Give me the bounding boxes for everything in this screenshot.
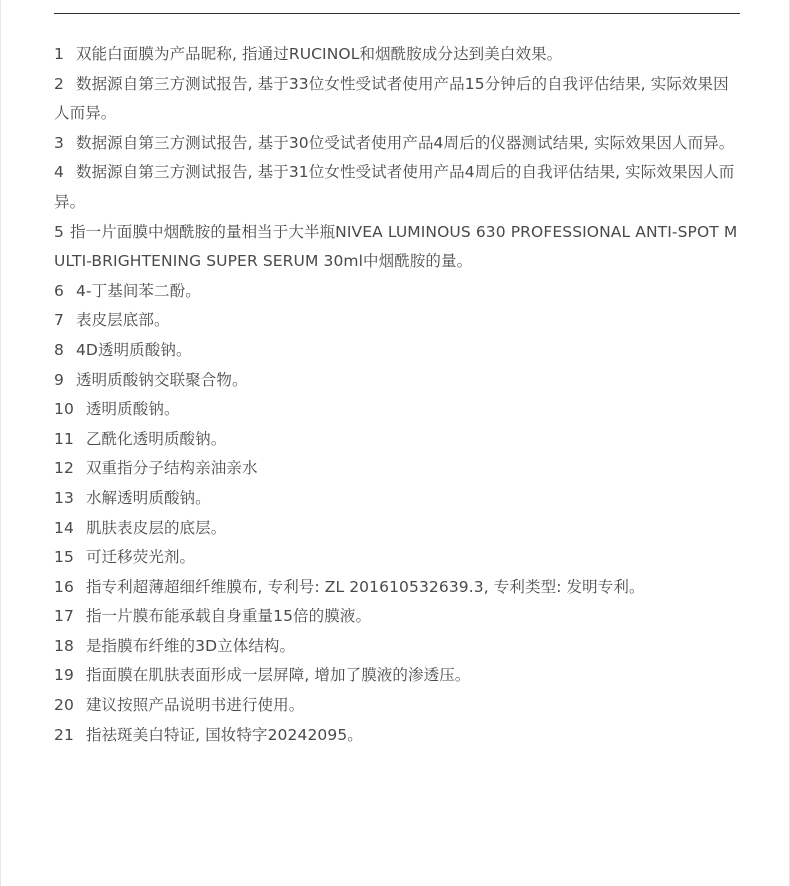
footnote-item xyxy=(54,129,742,159)
footnote-number: 21 xyxy=(54,725,74,744)
footnote-number: 16 xyxy=(54,577,74,596)
footnote-number: 18 xyxy=(54,636,74,655)
footnote-number: 3 xyxy=(54,133,64,152)
footnote-item xyxy=(54,70,742,129)
footnote-text: 双能白面膜为产品昵称, 指通过RUCINOL和烟酰胺成分达到美白效果。 xyxy=(75,45,563,63)
footnote-text: 透明质酸钠。 xyxy=(85,400,180,419)
footnote-number: 9 xyxy=(54,370,64,389)
footnote-text: 透明质酸钠交联聚合物。 xyxy=(75,370,248,389)
footnote-number: 10 xyxy=(54,400,74,419)
footnote-number: 5 xyxy=(54,222,64,241)
footnote-item xyxy=(54,395,742,425)
footnote-text: 数据源自第三方测试报告, 基于31位女性受试者使用产品4周后的自我评估结果, 实际效果因人而异。 xyxy=(54,163,735,211)
footnote-item xyxy=(54,336,742,366)
footnote-number: 4 xyxy=(54,163,64,182)
footnote-item xyxy=(54,721,742,751)
footnote-item xyxy=(54,40,742,70)
footnote-item xyxy=(54,366,742,396)
footnote-text: 是指膜布纤维的3D立体结构。 xyxy=(85,636,296,655)
footnote-item xyxy=(54,306,742,336)
footnote-text: 乙酰化透明质酸钠。 xyxy=(85,429,227,448)
footnote-number: 11 xyxy=(54,429,74,448)
footnote-item xyxy=(54,277,742,307)
footnote-text: 双重指分子结构亲油亲水 xyxy=(85,459,258,478)
footnote-text: 指专利超薄超细纤维膜布, 专利号: ZL 201610532639.3, 专利类型: 发明专利。 xyxy=(85,577,645,596)
footnote-item xyxy=(54,158,742,217)
footnote-text: 数据源自第三方测试报告, 基于33位女性受试者使用产品15分钟后的自我评估结果, 实际效果因人而异。 xyxy=(54,74,729,123)
footnote-number: 20 xyxy=(54,696,74,715)
footnote-number: 2 xyxy=(54,74,64,93)
footnote-number: 14 xyxy=(54,518,74,537)
footnote-item xyxy=(54,691,742,721)
footnote-item xyxy=(54,602,742,632)
footnote-list xyxy=(54,40,742,750)
footnote-number: 8 xyxy=(54,340,64,359)
footnote-number: 1 xyxy=(54,45,64,63)
footnote-number: 7 xyxy=(54,311,64,330)
footnote-text: 指面膜在肌肤表面形成一层屏障, 增加了膜液的渗透压。 xyxy=(85,666,471,685)
footnote-number: 6 xyxy=(54,281,64,300)
footnote-text: 肌肤表皮层的底层。 xyxy=(85,518,227,537)
top-divider xyxy=(54,13,740,14)
footnote-item xyxy=(54,218,742,277)
footnote-item xyxy=(54,454,742,484)
footnote-text: 数据源自第三方测试报告, 基于30位受试者使用产品4周后的仪器测试结果, 实际效果因人而异。 xyxy=(75,133,735,152)
footnote-text: 建议按照产品说明书进行使用。 xyxy=(85,696,305,715)
footnote-text: 指祛斑美白特证, 国妆特字20242095。 xyxy=(85,725,363,744)
footnote-number: 17 xyxy=(54,607,74,626)
footnote-number: 13 xyxy=(54,488,74,507)
footnote-item xyxy=(54,661,742,691)
footnote-item xyxy=(54,543,742,573)
footnote-number: 15 xyxy=(54,548,74,567)
footnote-text: 4-丁基间苯二酚。 xyxy=(75,281,201,300)
footnote-text: 可迁移荧光剂。 xyxy=(85,548,196,567)
footnote-text: 指一片面膜中烟酰胺的量相当于大半瓶NIVEA LUMINOUS 630 PROFESSIONAL ANTI-SPOT MULTI-BRIGHTENING SUPER SERUM 30ml中烟酰胺的量。 xyxy=(54,222,738,271)
footnote-text: 水解透明质酸钠。 xyxy=(85,488,211,507)
footnote-text: 表皮层底部。 xyxy=(75,311,170,330)
footnote-text: 4D透明质酸钠。 xyxy=(75,340,192,359)
footnote-item xyxy=(54,632,742,662)
footnote-number: 12 xyxy=(54,459,74,478)
footnote-number: 19 xyxy=(54,666,74,685)
footnote-item xyxy=(54,484,742,514)
footnote-item xyxy=(54,425,742,455)
footnote-text: 指一片膜布能承载自身重量15倍的膜液。 xyxy=(85,607,372,626)
footnote-item xyxy=(54,514,742,544)
footnote-item xyxy=(54,573,742,603)
